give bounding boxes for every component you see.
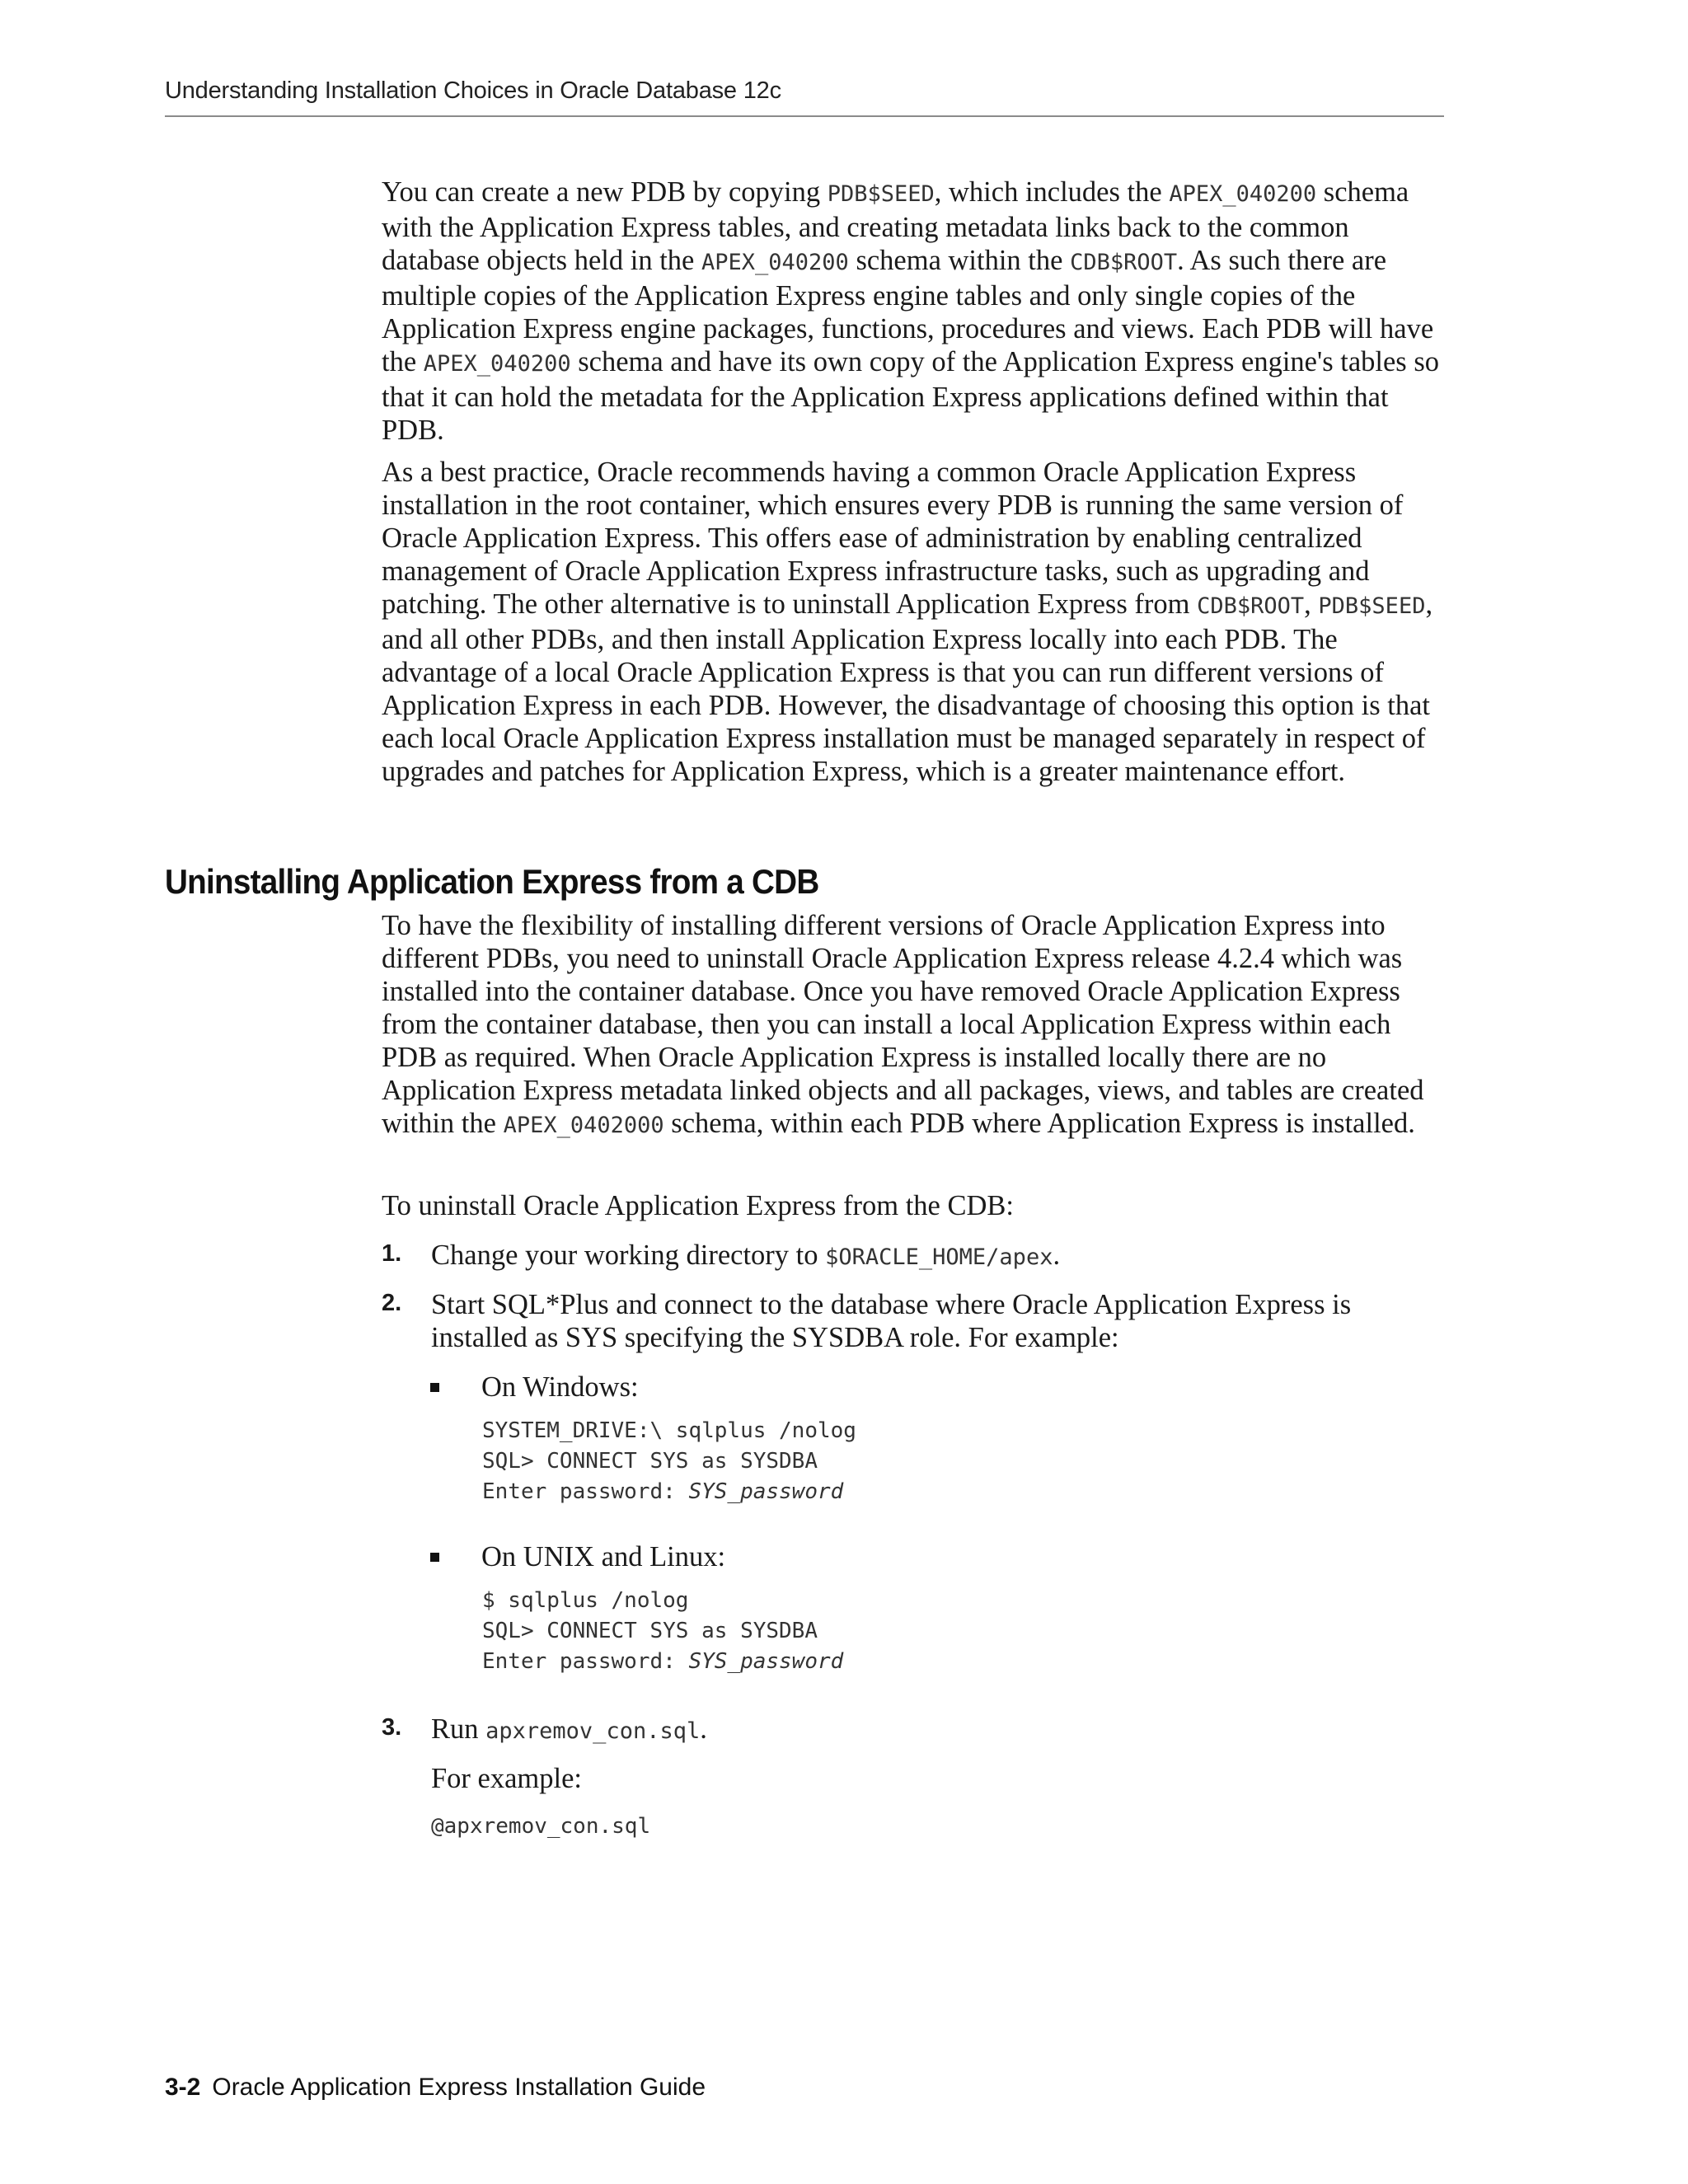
code-block-example: @apxremov_con.sql [431, 1814, 651, 1839]
password-placeholder: SYS_password [688, 1479, 844, 1504]
book-title: Oracle Application Express Installation Guide [212, 2074, 706, 2101]
code-block-windows: SYSTEM_DRIVE:\ sqlplus /nolog SQL> CONNECT SYS as SYSDBA Enter password: SYS_password [482, 1418, 856, 1504]
inline-code: PDB$SEED [1318, 593, 1426, 619]
example-label: For example: [431, 1763, 582, 1794]
inline-code: APEX_040200 [1169, 181, 1317, 207]
running-header: Understanding Installation Choices in Oracle Database 12c [165, 77, 781, 104]
inline-code: APEX_0402000 [503, 1113, 664, 1138]
inline-code: APEX_040200 [423, 351, 571, 377]
step-number: 2. [382, 1290, 402, 1316]
step-number: 1. [382, 1240, 402, 1267]
bullet-marker [430, 1383, 439, 1392]
header-rule [165, 115, 1444, 117]
step-text: Start SQL*Plus and connect to the database where Oracle Application Express is installed as SYS specifying the SYSDBA role. For example: [431, 1289, 1352, 1353]
step-text: Change your working directory to $ORACLE_HOME/apex. [431, 1240, 1061, 1271]
code-block-unix: $ sqlplus /nolog SQL> CONNECT SYS as SYSDBA Enter password: SYS_password [482, 1588, 844, 1674]
page-footer [165, 2074, 706, 2102]
inline-code: CDB$ROOT [1070, 250, 1178, 275]
intro-paragraph-2: As a best practice, Oracle recommends having a common Oracle Application Express installation in the root container, which ensures every PDB is running the same version of Oracle Application Express. This offers ease of administration by enabling centralized management of Oracle Application Express infrastructure tasks, such as upgrading and patching. The other alternative is to uninstall Application Express from CDB$ROOT, PDB$SEED, and all other PDBs, and then install Application Express locally into each PDB. The advantage of a local Oracle Application Express is that you can run different versions of Application Express in each PDB. However, the disadvantage of choosing this option is that each local Oracle Application Express installation must be managed separately in respect of upgrades and patches for Application Express, which is a greater maintenance effort. [382, 457, 1433, 787]
inline-code: apxremov_con.sql [485, 1718, 701, 1744]
inline-code: PDB$SEED [827, 181, 935, 207]
step-text: Run apxremov_con.sql. [431, 1713, 707, 1745]
intro-paragraph-1: You can create a new PDB by copying PDB$SEED, which includes the APEX_040200 schema with the Application Express tables, and creating metadata links back to the common database objects held in the APEX_040200 schema within the CDB$ROOT. As such there are multiple copies of the Application Express engine tables and only single copies of the Application Express engine packages, functions, procedures and views. Each PDB will have the APEX_040200 schema and have its own copy of the Application Express engine's tables so that it can hold the metadata for the Application Express applications defined within that PDB. [382, 176, 1440, 446]
step-number: 3. [382, 1714, 402, 1741]
bullet-label: On UNIX and Linux: [481, 1541, 726, 1572]
section-heading: Uninstalling Application Express from a CDB [165, 862, 819, 901]
section-paragraph-2: To uninstall Oracle Application Express from the CDB: [382, 1190, 1014, 1221]
bullet-label: On Windows: [481, 1371, 639, 1403]
inline-code: $ORACLE_HOME/apex [825, 1244, 1053, 1270]
page-number: 3-2 [165, 2074, 201, 2101]
bullet-marker [430, 1553, 439, 1562]
section-paragraph-1: To have the flexibility of installing different versions of Oracle Application Express into different PDBs, you need to uninstall Oracle Application Express release 4.2.4 which was installed into the container database. Once you have removed Oracle Application Express from the container database, then you can install a local Application Express within each PDB as required. When Oracle Application Express is installed locally there are no Application Express metadata linked objects and all packages, views, and tables are created within the APEX_0402000 schema, within each PDB where Application Express is installed. [382, 910, 1424, 1139]
inline-code: CDB$ROOT [1197, 593, 1305, 619]
password-placeholder: SYS_password [688, 1649, 844, 1674]
inline-code: APEX_040200 [701, 250, 849, 275]
